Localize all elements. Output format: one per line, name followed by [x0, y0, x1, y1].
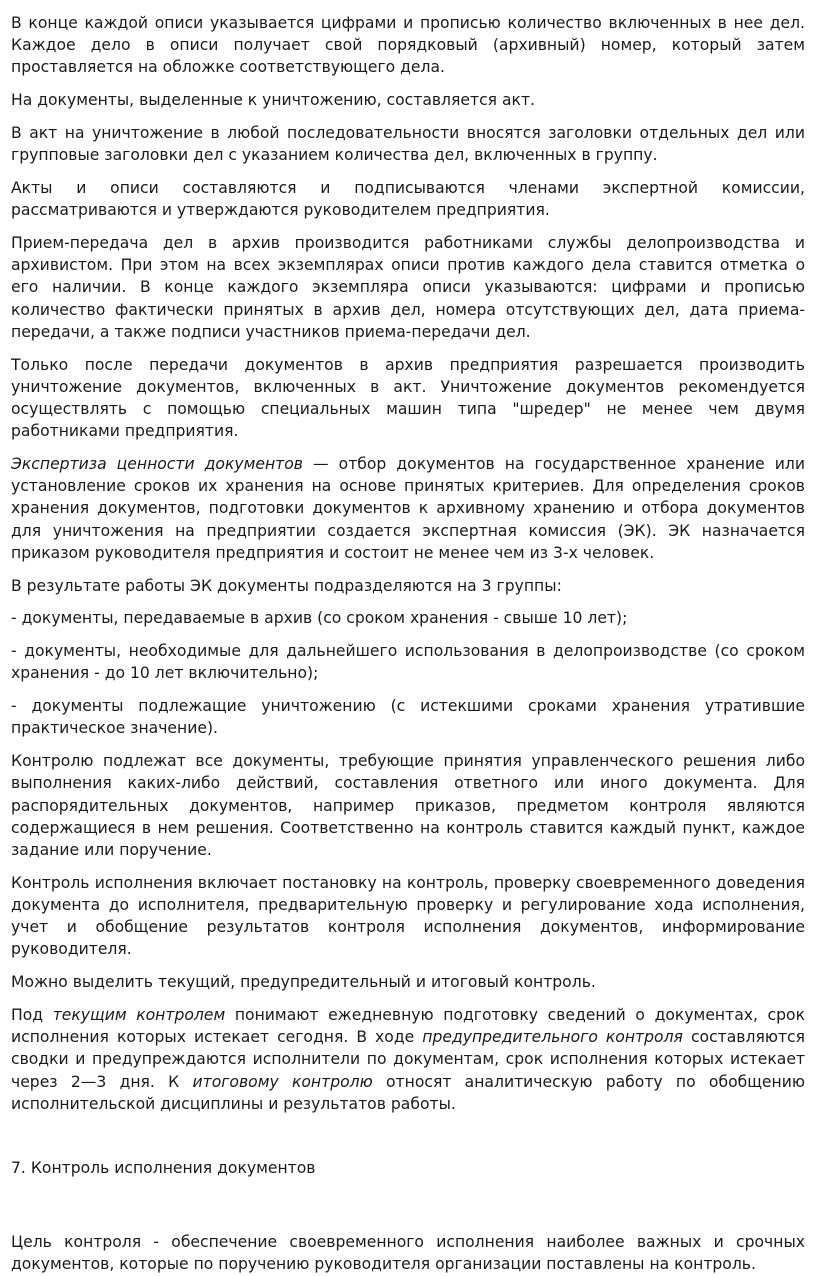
- paragraph-control-scope: Контроль исполнения включает постановку на контроль, проверку своевременного доведения документа до исполнителя, предварительную проверку и регулирование хода исполнения, учет и обобщение результатов контроля исполнения документов, информирование руководителя.: [11, 873, 805, 959]
- paragraph-control-types: [11, 1004, 805, 1115]
- paragraph-groups-intro: В результате работы ЭК документы подразделяются на 3 группы:: [11, 576, 562, 595]
- paragraph-control-kinds: Можно выделить текущий, предупредительный и итоговый контроль.: [11, 973, 596, 992]
- control-types-text-2: понимают ежедневную подготовку сведений о документах, срок исполнения которых истекает сегодня. В ходе: [11, 1006, 805, 1047]
- paragraph-control-goal: Цель контроля - обеспечение своевременного исполнения наиболее важных и срочных документов, которые по поручению руководителя организации поставлены на контроль.: [11, 1233, 805, 1274]
- final-control-term: итоговому контролю: [192, 1072, 373, 1091]
- expertise-text: — отбор документов на государственное хранение или установление сроков их хранения на основе принятых критериев. Для определения сроков хранения документов, подготовки документов к архивному хранению и отбора документов для уничтожения на предприятии создается экспертная комиссия (ЭК). ЭК назначается приказом руководителя предприятия и состоит не менее чем из 3-х человек.: [11, 455, 805, 562]
- paragraph-destruction-procedure: Только после передачи документов в архив предприятия разрешается производить уничтожение документов, включенных в акт. Уничтожение документов рекомендуется осуществлять с помощью специальных машин типа "шредер" не менее чем двумя работниками предприятия.: [11, 355, 805, 441]
- control-types-text-3: составляются сводки и предупреждаются исполнители по документам, срок исполнения которых истекает через 2—3 дня. К: [11, 1028, 805, 1091]
- expertise-term: Экспертиза ценности документов: [11, 455, 303, 474]
- list-item-group-archive: - документы, передаваемые в архив (со сроком хранения - свыше 10 лет);: [11, 609, 628, 628]
- paragraph-control-subjects: Контролю подлежат все документы, требующие принятия управленческого решения либо выполнения каких-либо действий, составления ответного или иного документа. Для распорядительных документов, например приказов, предметом контроля являются содержащиеся в нем решения. Соответственно на контроль ставится каждый пункт, каждое задание или поручение.: [11, 752, 805, 860]
- list-item-group-office: - документы, необходимые для дальнейшего использования в делопроизводстве (со сроком хранения - до 10 лет включительно);: [11, 642, 805, 683]
- paragraph-acts-approval: Акты и описи составляются и подписываются членами экспертной комиссии, рассматриваются и утверждаются руководителем предприятия.: [11, 179, 805, 220]
- control-types-text-4: относят аналитическую работу по обобщению исполнительской дисциплины и результатов работы.: [11, 1072, 805, 1113]
- control-types-text-1: Под: [11, 1006, 53, 1025]
- paragraph-expertise: [11, 453, 805, 564]
- current-control-term: текущим контролем: [52, 1006, 226, 1025]
- preventive-control-term: предупредительного контроля: [422, 1028, 683, 1047]
- paragraph-act-contents: В акт на уничтожение в любой последовательности вносятся заголовки отдельных дел или групповые заголовки дел с указанием количества дел, включенных в группу.: [11, 124, 805, 165]
- section-heading: 7. Контроль исполнения документов: [11, 1159, 316, 1178]
- list-item-group-destruction: - документы подлежащие уничтожению (с истекшими сроками хранения утратившие практическое значение).: [11, 697, 805, 738]
- paragraph-destruction-act: На документы, выделенные к уничтожению, составляется акт.: [11, 91, 536, 110]
- paragraph-inventory-count: В конце каждой описи указывается цифрами и прописью количество включенных в нее дел. Каждое дело в описи получает свой порядковый (архивный) номер, который затем проставляется на обложке соответствующего дела.: [11, 14, 805, 77]
- paragraph-archive-transfer: Прием-передача дел в архив производится работниками службы делопроизводства и архивистом. При этом на всех экземплярах описи против каждого дела ставится отметка о его наличии. В конце каждого экземпляра описи указываются: цифрами и прописью количество фактически принятых в архив дел, номера отсутствующих дел, дата приема-передачи, а также подписи участников приема-передачи дел.: [11, 234, 805, 341]
